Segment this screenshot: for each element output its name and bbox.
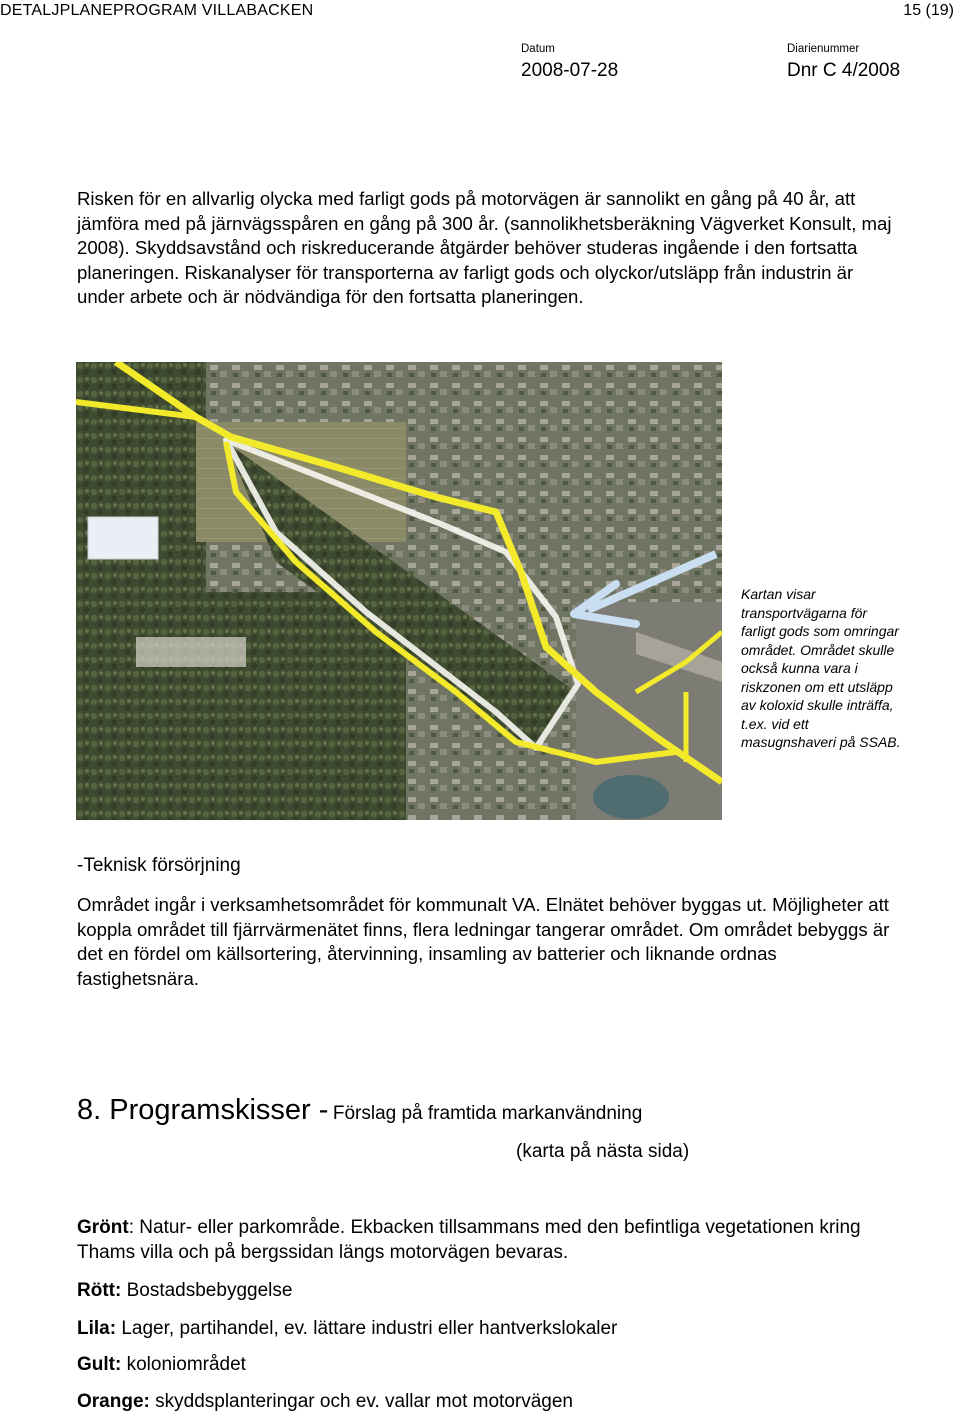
intro-paragraph: Risken för en allvarlig olycka med farligt gods på motorvägen är sannolikt en gång på 40 år, att jämföra med på järnvägsspåren en gång på 300 år. (sannolikhetsberäkning Vägverket Konsult, maj 2008). Skyddsavstånd och riskreducerande åtgärder behöver studeras ingående i den fortsatta planeringen. Riskanalyser för transporterna av farligt gods och olyckor/utsläpp från industrin är under arbete och är nödvändiga för den fortsatta planeringen. — [77, 188, 892, 308]
legend-green — [77, 1215, 897, 1265]
section-heading — [77, 1094, 642, 1127]
legend-purple-label: Lila: — [77, 1318, 117, 1339]
legend-green-label: Grönt — [77, 1217, 129, 1238]
registry-value: Dnr C 4/2008 — [787, 60, 901, 81]
legend-red-label: Rött: — [77, 1280, 122, 1301]
legend-red — [77, 1278, 897, 1303]
section-subtitle: Förslag på framtida markanvändning — [332, 1103, 643, 1124]
aerial-map — [76, 362, 722, 820]
legend-orange-text: skyddsplanteringar och ev. vallar mot motorvägen — [149, 1391, 573, 1412]
registry-label: Diarienummer — [787, 43, 860, 55]
legend-yellow — [77, 1352, 897, 1377]
legend-green-text: : Natur- eller parkområde. Ekbacken tillsammans med den befintliga vegetationen kring Thams villa och på bergssidan längs motorvägen bevaras. — [77, 1217, 861, 1263]
aerial-map-graphic — [76, 362, 722, 820]
date-value: 2008-07-28 — [521, 60, 619, 81]
date-label: Datum — [521, 43, 555, 55]
document-title: DETALJPLANEPROGRAM VILLABACKEN — [0, 2, 314, 19]
legend-orange-label: Orange: — [77, 1391, 150, 1412]
technical-heading: -Teknisk försörjning — [77, 855, 241, 876]
legend-yellow-text: koloniområdet — [121, 1354, 246, 1375]
map-caption: Kartan visar transportvägarna för farligt gods som omringar området. Området skulle också kunna vara i riskzonen om ett utsläpp av koloxid skulle inträffa, t.ex. vid ett masugnshaveri på SSAB. — [741, 586, 901, 750]
technical-paragraph: Området ingår i verksamhetsområdet för kommunalt VA. Elnätet behöver byggas ut. Möjligheter att koppla området till fjärrvärmenätet finns, flera ledningar tangerar området. Om området bebyggs är det en fördel om källsortering, återvinning, insamling av batterier och liknande ordnas fastighetsnära. — [77, 894, 890, 989]
legend-red-text: Bostadsbebyggelse — [121, 1280, 293, 1301]
section-number-title: 8. Programskisser - — [77, 1094, 329, 1126]
page-number: 15 (19) — [903, 2, 954, 19]
legend-purple-text: Lager, partihandel, ev. lättare industri eller hantverkslokaler — [116, 1318, 618, 1339]
legend-purple — [77, 1316, 897, 1341]
legend-yellow-label: Gult: — [77, 1354, 122, 1375]
legend-orange — [77, 1389, 897, 1414]
section-note: (karta på nästa sida) — [516, 1141, 690, 1162]
